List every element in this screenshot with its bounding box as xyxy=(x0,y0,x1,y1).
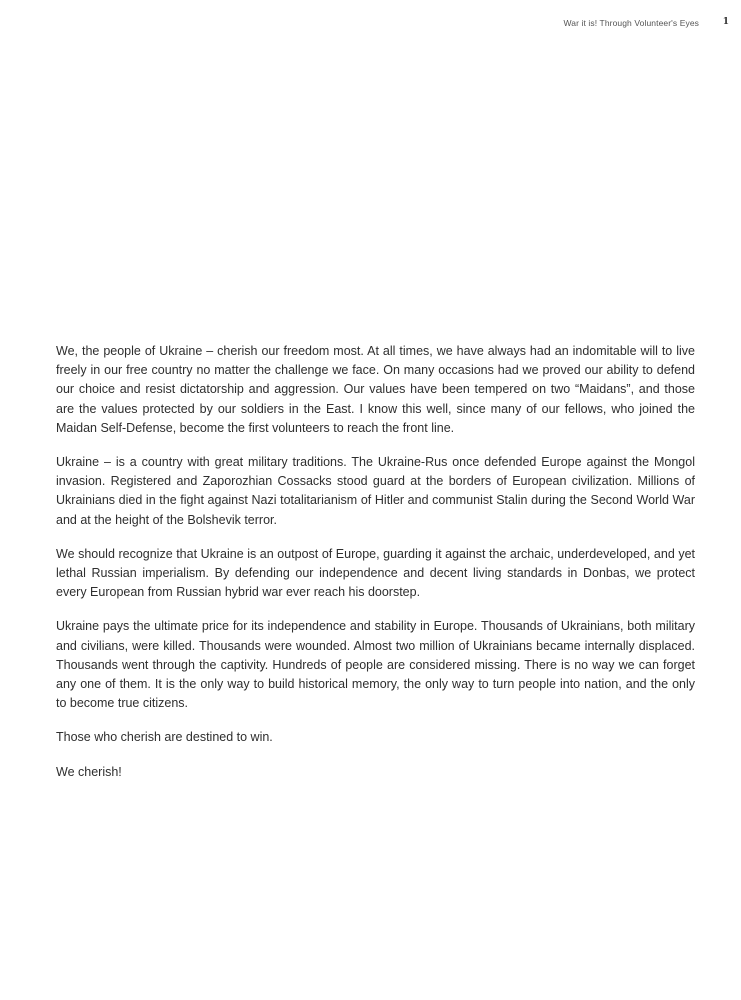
paragraph-we-cherish: We cherish! xyxy=(56,764,122,779)
paragraph-freedom: We, the people of Ukraine – cherish our freedom most. At all times, we have always had an indomitable will to live freely in our free country no matter the challenge we face. On many occasions had we proved our ability to defend our choice and resist dictatorship and aggression. Our values have been tempered on two “Maidans”, and those are the values protected by our soldiers in the East. I know this well, since many of our fellows, who joined the Maidan Self-Defense, become the first volunteers to reach the front line. xyxy=(56,344,695,435)
paragraph-military-traditions: Ukraine – is a country with great military traditions. The Ukraine-Rus once defended Europe against the Mongol invasion. Registered and Zaporozhian Cossacks stood guard at the borders of European civilization. Millions of Ukrainians died in the fight against Nazi totalitarianism of Hitler and communist Stalin during the Second World War and at the height of the Bolshevik terror. xyxy=(56,455,695,527)
paragraph-outpost-of-europe: We should recognize that Ukraine is an outpost of Europe, guarding it against the archaic, underdeveloped, and yet lethal Russian imperialism. By defending our independence and decent living standards in Donbas, we protect every European from Russian hybrid war ever reach his doorstep. xyxy=(56,546,695,600)
page-number: 1 xyxy=(722,17,729,27)
paragraph-destined-to-win: Those who cherish are destined to win. xyxy=(56,730,273,745)
body-text xyxy=(56,342,695,797)
paragraph-ultimate-price: Ukraine pays the ultimate price for its independence and stability in Europe. Thousands of Ukrainians, both military and civilians, were killed. Thousands were wounded. Almost two million of Ukrainians became internally displaced. Thousands went through the captivity. Hundreds of people are considered missing. There is no way we can forget any one of them. It is the only way to build historical memory, the only way to turn people into nation, and the only to become true citizens. xyxy=(56,619,695,711)
running-header-title: War it is! Through Volunteer's Eyes xyxy=(563,18,699,28)
